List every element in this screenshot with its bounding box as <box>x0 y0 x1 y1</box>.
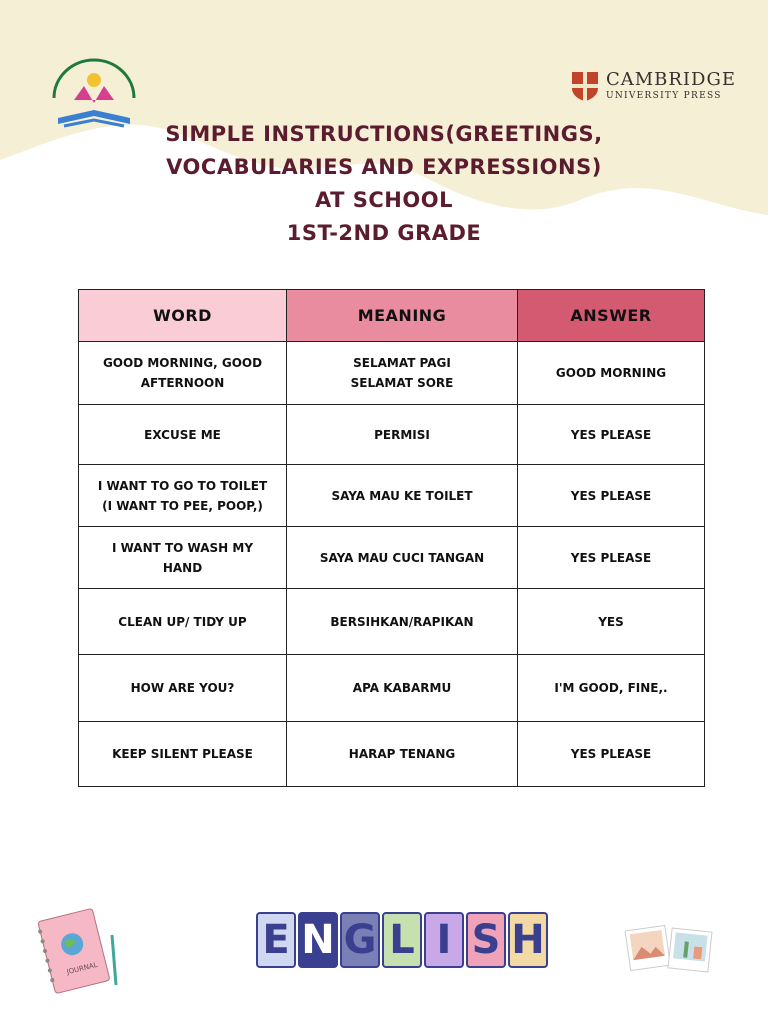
cell-meaning: HARAP TENANG <box>287 722 518 787</box>
table-row <box>79 589 705 655</box>
cambridge-logo <box>570 70 736 102</box>
cell-answer: YES PLEASE <box>518 722 705 787</box>
meaning-line: SELAMAT SORE <box>350 376 454 390</box>
english-letter: I <box>424 912 464 968</box>
cell-word: EXCUSE ME <box>79 405 287 465</box>
cell-word: I WANT TO WASH MY HAND <box>79 527 287 589</box>
cell-answer: YES PLEASE <box>518 465 705 527</box>
english-letter: N <box>298 912 338 968</box>
english-letter: S <box>466 912 506 968</box>
vocabulary-table <box>78 289 705 787</box>
cambridge-shield-icon <box>570 70 600 102</box>
journal-icon <box>32 905 124 997</box>
title-line-1: SIMPLE INSTRUCTIONS(GREETINGS, <box>165 122 603 146</box>
english-letter: L <box>382 912 422 968</box>
cell-word: KEEP SILENT PLEASE <box>79 722 287 787</box>
english-wordmark <box>256 912 548 968</box>
cell-answer: YES PLEASE <box>518 405 705 465</box>
english-letter: E <box>256 912 296 968</box>
header-meaning: MEANING <box>287 290 518 342</box>
cell-meaning: SAYA MAU CUCI TANGAN <box>287 527 518 589</box>
meaning-line: SELAMAT PAGI <box>353 356 451 370</box>
cell-word: I WANT TO GO TO TOILET (I WANT TO PEE, POOP,) <box>79 465 287 527</box>
table-row <box>79 342 705 405</box>
cell-meaning: APA KABARMU <box>287 655 518 722</box>
cell-answer: YES PLEASE <box>518 527 705 589</box>
page-title <box>0 118 768 250</box>
header-word: WORD <box>79 290 287 342</box>
cell-word: HOW ARE YOU? <box>79 655 287 722</box>
cell-answer: GOOD MORNING <box>518 342 705 405</box>
polaroid-photos-icon <box>624 924 720 974</box>
cell-meaning: SAYA MAU KE TOILET <box>287 465 518 527</box>
header-answer: ANSWER <box>518 290 705 342</box>
journal-label: JOURNAL <box>65 960 99 977</box>
title-line-2: VOCABULARIES AND EXPRESSIONS) <box>166 155 602 179</box>
cell-meaning: PERMISI <box>287 405 518 465</box>
cell-word: GOOD MORNING, GOOD AFTERNOON <box>79 342 287 405</box>
cell-meaning: BERSIHKAN/RAPIKAN <box>287 589 518 655</box>
cell-meaning <box>287 342 518 405</box>
cell-word: CLEAN UP/ TIDY UP <box>79 589 287 655</box>
english-letter: H <box>508 912 548 968</box>
cambridge-subtitle: UNIVERSITY PRESS <box>605 91 722 101</box>
title-line-3: AT SCHOOL <box>315 188 453 212</box>
table-row <box>79 655 705 722</box>
table-row <box>79 722 705 787</box>
table-row <box>79 527 705 589</box>
table-header-row <box>79 290 705 342</box>
cell-answer: YES <box>518 589 705 655</box>
cambridge-name: CAMBRIDGE <box>605 69 736 90</box>
english-letter: G <box>340 912 380 968</box>
title-line-4: 1ST-2ND GRADE <box>286 221 482 245</box>
table-row <box>79 465 705 527</box>
cell-answer: I'M GOOD, FINE,. <box>518 655 705 722</box>
table-row <box>79 405 705 465</box>
